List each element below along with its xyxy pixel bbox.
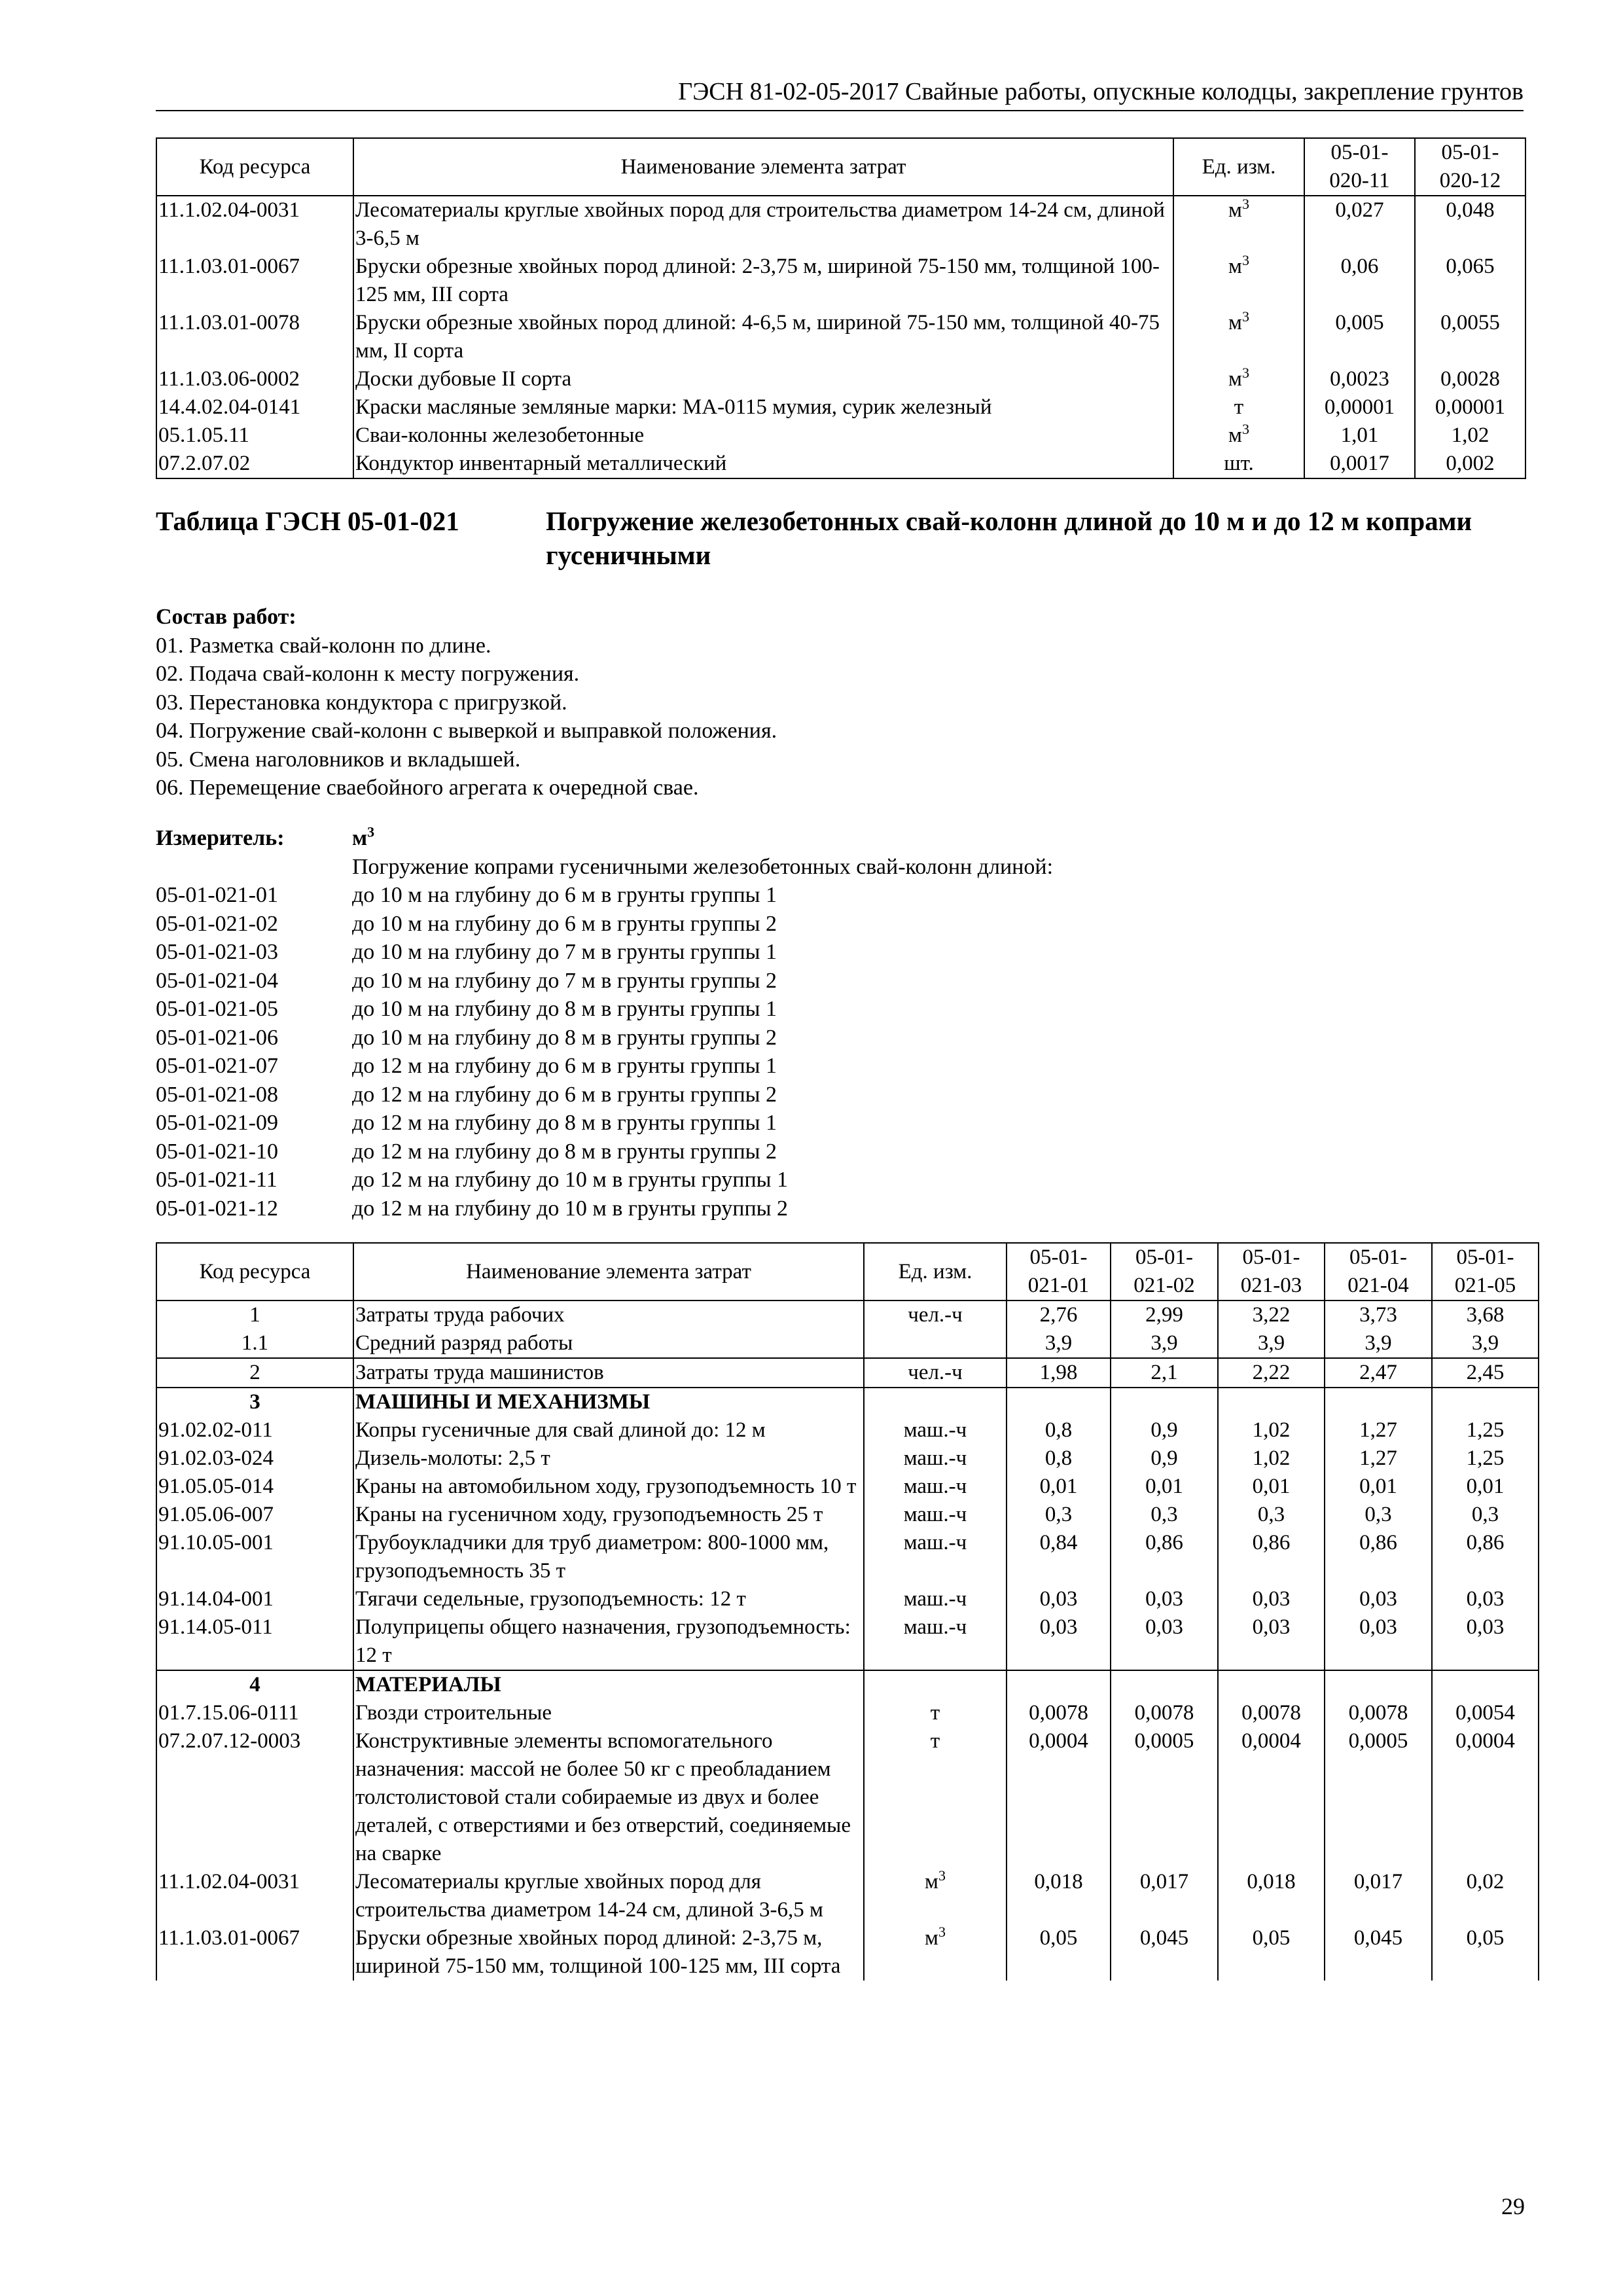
unit-text: т (930, 1729, 940, 1753)
resource-code: 91.02.02-011 (156, 1416, 353, 1444)
norm-description: до 10 м на глубину до 8 м в грунты группы 2 (352, 1025, 777, 1050)
norm-value: 0,02 (1432, 1868, 1539, 1924)
norm-value: 3,9 (1325, 1329, 1432, 1358)
norm-value: 1,02 (1218, 1444, 1325, 1473)
unit-cell (864, 1613, 1007, 1670)
norm-value: 0,0078 (1007, 1699, 1111, 1727)
unit-cell (864, 1444, 1007, 1473)
unit-text: маш.-ч (903, 1531, 967, 1554)
norm-value (1111, 1388, 1218, 1416)
work-composition-heading: Состав работ: (156, 605, 296, 629)
table-row (156, 393, 1525, 422)
norm-value: 0,05 (1007, 1924, 1111, 1981)
table-row (156, 1473, 1539, 1501)
unit-text: маш.-ч (903, 1503, 967, 1526)
resource-name: Сваи-колонны железобетонные (353, 422, 1173, 450)
norm-value: 0,01 (1432, 1473, 1539, 1501)
norm-value (1007, 1388, 1111, 1416)
norm-value: 0,0005 (1111, 1727, 1218, 1868)
norm-value: 0,045 (1111, 1924, 1218, 1981)
col-header-norm: 05-01- 020-11 (1304, 138, 1415, 196)
norm-value: 0,0004 (1432, 1727, 1539, 1868)
norm-value: 0,0078 (1325, 1699, 1432, 1727)
unit-cell (864, 1868, 1007, 1924)
unit-cell (864, 1501, 1007, 1529)
resource-name: Конструктивные элементы вспомогательного назначения: массой не более 50 кг с преобладанием толстолистовой стали собираемые из двух и более деталей, с отверстиями и без отверстий, соединяемые на сварке (353, 1727, 864, 1868)
unit-text: т (930, 1701, 940, 1725)
unit-cell (864, 1388, 1007, 1416)
norm-value: 0,03 (1432, 1613, 1539, 1670)
norm-description: до 12 м на глубину до 6 м в грунты группы 2 (352, 1082, 777, 1107)
table-row (156, 1329, 1539, 1358)
resource-code: 91.14.04-001 (156, 1585, 353, 1613)
norm-value: 1,02 (1218, 1416, 1325, 1444)
table-row (156, 1670, 1539, 1699)
table-row (156, 1416, 1539, 1444)
col-header-norm: 05-01- 021-01 (1007, 1243, 1111, 1300)
work-step: 02. Подача свай-колонн к месту погружения. (156, 662, 580, 686)
work-composition (156, 603, 777, 802)
resource-code: 91.05.05-014 (156, 1473, 353, 1501)
work-step: 05. Смена наголовников и вкладышей. (156, 747, 521, 772)
resource-name: Бруски обрезные хвойных пород длиной: 2-3,75 м, шириной 75-150 мм, толщиной 100-125 мм, III сорта (353, 253, 1173, 309)
norm-value: 0,86 (1325, 1529, 1432, 1585)
norm-value (1432, 1388, 1539, 1416)
norm-value: 0,01 (1218, 1473, 1325, 1501)
norm-code: 05-01-021-09 (156, 1111, 278, 1135)
table-row (156, 1924, 1539, 1981)
table-row (156, 1529, 1539, 1585)
resource-code: 1.1 (156, 1329, 353, 1358)
resource-name: Краны на гусеничном ходу, грузоподъемность 25 т (353, 1501, 864, 1529)
col-header-norm: 05-01- 021-02 (1111, 1243, 1218, 1300)
norm-value: 0,3 (1007, 1501, 1111, 1529)
resource-name: Краски масляные земляные марки: МА-0115 мумия, сурик железный (353, 393, 1173, 422)
table-row (156, 365, 1525, 393)
norm-code: 05-01-021-04 (156, 968, 278, 993)
norm-value: 3,9 (1111, 1329, 1218, 1358)
norm-value: 1,27 (1325, 1416, 1432, 1444)
norm-value: 0,3 (1218, 1501, 1325, 1529)
norm-code: 05-01-021-08 (156, 1082, 278, 1107)
unit-cell (864, 1329, 1007, 1358)
norm-value: 2,76 (1007, 1300, 1111, 1329)
unit-exponent: 3 (1241, 365, 1249, 381)
unit-cell (1173, 393, 1304, 422)
resource-name: Доски дубовые II сорта (353, 365, 1173, 393)
unit-cell (864, 1670, 1007, 1699)
norm-item (156, 910, 1525, 939)
col-header-norm: 05-01- 021-03 (1218, 1243, 1325, 1300)
norm-value: 0,01 (1325, 1473, 1432, 1501)
unit-cell (864, 1529, 1007, 1585)
resource-name: Тягачи седельные, грузоподъемность: 12 т (353, 1585, 864, 1613)
norm-description: до 12 м на глубину до 8 м в грунты группы 1 (352, 1111, 777, 1135)
unit-text: т (1234, 395, 1244, 419)
norm-item (156, 1052, 1525, 1081)
norm-description: до 10 м на глубину до 7 м в грунты группы 2 (352, 968, 777, 993)
norm-code: 05-01-021-06 (156, 1025, 278, 1050)
unit-text: м (1228, 311, 1242, 334)
table-number: Таблица ГЭСН 05-01-021 (156, 506, 459, 536)
norm-item (156, 1024, 1525, 1052)
norm-value: 0,9 (1111, 1416, 1218, 1444)
resource-name: Бруски обрезные хвойных пород длиной: 4-6,5 м, шириной 75-150 мм, толщиной 40-75 мм, II сорта (353, 309, 1173, 365)
meter-intro: Погружение копрами гусеничными железобетонных свай-колонн длиной: (352, 854, 1054, 879)
meter-label: Измеритель: (156, 826, 285, 850)
norm-value: 0,3 (1111, 1501, 1218, 1529)
unit-cell (864, 1358, 1007, 1388)
col-header-name: Наименование элемента затрат (353, 1243, 864, 1300)
unit-cell (864, 1300, 1007, 1329)
table-row (156, 1613, 1539, 1670)
unit-text: маш.-ч (903, 1587, 967, 1611)
col-header-unit: Ед. изм. (864, 1243, 1007, 1300)
table-row (156, 1585, 1539, 1613)
resource-table-05-01-020 (156, 137, 1526, 479)
norm-item (156, 995, 1525, 1024)
unit-exponent: 3 (938, 1867, 946, 1884)
unit-cell (1173, 196, 1304, 253)
norm-code: 05-01-021-12 (156, 1196, 278, 1221)
col-header-code: Код ресурса (156, 1243, 353, 1300)
norm-value: 0,0004 (1218, 1727, 1325, 1868)
resource-code: 01.7.15.06-0111 (156, 1699, 353, 1727)
unit-text: маш.-ч (903, 1418, 967, 1442)
resource-name: Полуприцепы общего назначения, грузоподъемность: 12 т (353, 1613, 864, 1670)
norm-value: 0,0004 (1007, 1727, 1111, 1868)
norm-value: 0,0078 (1111, 1699, 1218, 1727)
norm-value: 0,03 (1111, 1613, 1218, 1670)
norm-value: 3,9 (1218, 1329, 1325, 1358)
resource-table-05-01-021 (156, 1242, 1539, 1981)
norm-value: 0,9 (1111, 1444, 1218, 1473)
resource-code: 91.05.06-007 (156, 1501, 353, 1529)
work-step: 04. Погружение свай-колонн с выверкой и выправкой положения. (156, 719, 777, 743)
unit-text: м (925, 1926, 938, 1950)
page-number: 29 (1501, 2193, 1525, 2219)
norm-value: 2,22 (1218, 1358, 1325, 1388)
norm-value: 3,22 (1218, 1300, 1325, 1329)
norm-value: 3,68 (1432, 1300, 1539, 1329)
col-header-norm: 05-01- 021-05 (1432, 1243, 1539, 1300)
norm-value: 1,25 (1432, 1416, 1539, 1444)
table-row (156, 1388, 1539, 1416)
unit-cell (1173, 422, 1304, 450)
norm-value: 0,03 (1325, 1585, 1432, 1613)
col-header-name: Наименование элемента затрат (353, 138, 1173, 196)
col-header-unit: Ед. изм. (1173, 138, 1304, 196)
norm-value: 2,99 (1111, 1300, 1218, 1329)
norm-item (156, 1194, 1525, 1223)
norm-item (156, 1109, 1525, 1138)
norm-value: 0,05 (1218, 1924, 1325, 1981)
running-header: ГЭСН 81-02-05-2017 Свайные работы, опускные колодцы, закрепление грунтов (156, 76, 1524, 111)
norm-code: 05-01-021-05 (156, 997, 278, 1021)
norm-value: 0,048 (1415, 196, 1525, 253)
unit-cell (1173, 253, 1304, 309)
table-row (156, 1699, 1539, 1727)
unit-cell (864, 1699, 1007, 1727)
norm-item (156, 881, 1525, 910)
unit-exponent: 3 (1241, 196, 1249, 212)
unit-cell (1173, 365, 1304, 393)
norm-value: 0,00001 (1415, 393, 1525, 422)
resource-name: Копры гусеничные для свай длиной до: 12 м (353, 1416, 864, 1444)
norm-value: 0,018 (1218, 1868, 1325, 1924)
resource-code: 91.02.03-024 (156, 1444, 353, 1473)
norm-value: 0,86 (1432, 1529, 1539, 1585)
norm-description: до 10 м на глубину до 6 м в грунты группы 2 (352, 911, 777, 936)
norm-description: до 10 м на глубину до 6 м в грунты группы 1 (352, 883, 777, 907)
work-step: 01. Разметка свай-колонн по длине. (156, 633, 491, 658)
norm-value: 2,1 (1111, 1358, 1218, 1388)
norm-value: 0,86 (1111, 1529, 1218, 1585)
norm-code: 05-01-021-07 (156, 1054, 278, 1078)
norm-value: 0,03 (1325, 1613, 1432, 1670)
table-title: Погружение железобетонных свай-колонн длиной до 10 м и до 12 м копрами гусеничными (546, 506, 1472, 570)
resource-code: 11.1.03.06-0002 (156, 365, 353, 393)
table-row (156, 196, 1525, 253)
norm-code: 05-01-021-03 (156, 940, 278, 964)
col-header-norm: 05-01- 020-12 (1415, 138, 1525, 196)
resource-code: 07.2.07.12-0003 (156, 1727, 353, 1868)
unit-cell (864, 1585, 1007, 1613)
norm-description: до 12 м на глубину до 6 м в грунты группы 1 (352, 1054, 777, 1078)
norm-description: до 12 м на глубину до 10 м в грунты группы 2 (352, 1196, 789, 1221)
norm-value: 3,9 (1007, 1329, 1111, 1358)
unit-text: маш.-ч (903, 1615, 967, 1639)
table-row (156, 1727, 1539, 1868)
resource-name: Затраты труда машинистов (353, 1358, 864, 1388)
norm-value: 0,065 (1415, 253, 1525, 309)
resource-name: Дизель-молоты: 2,5 т (353, 1444, 864, 1473)
norm-description: до 10 м на глубину до 7 м в грунты группы 1 (352, 940, 777, 964)
norm-value: 0,017 (1325, 1868, 1432, 1924)
norm-code: 05-01-021-10 (156, 1139, 278, 1164)
unit-cell (864, 1727, 1007, 1868)
unit-cell (864, 1924, 1007, 1981)
unit-text: шт. (1224, 452, 1254, 475)
norm-value: 0,8 (1007, 1444, 1111, 1473)
unit-text: м (1228, 255, 1242, 278)
table-header-row (156, 1243, 1539, 1300)
norm-value (1111, 1670, 1218, 1699)
resource-code: 11.1.03.01-0067 (156, 1924, 353, 1981)
unit-exponent: 3 (1241, 421, 1249, 437)
resource-name: Трубоукладчики для труб диаметром: 800-1000 мм, грузоподъемность 35 т (353, 1529, 864, 1585)
norm-value: 0,017 (1111, 1868, 1218, 1924)
resource-name: Бруски обрезные хвойных пород длиной: 2-3,75 м, шириной 75-150 мм, толщиной 100-125 мм, III сорта (353, 1924, 864, 1981)
norm-value (1325, 1388, 1432, 1416)
norm-value: 0,3 (1325, 1501, 1432, 1529)
resource-name: Затраты труда рабочих (353, 1300, 864, 1329)
table-row (156, 1300, 1539, 1329)
norm-value: 0,86 (1218, 1529, 1325, 1585)
unit-cell (1173, 450, 1304, 478)
resource-name: Средний разряд работы (353, 1329, 864, 1358)
norm-description: до 12 м на глубину до 10 м в грунты группы 1 (352, 1168, 789, 1192)
norm-value (1218, 1670, 1325, 1699)
norm-code: 05-01-021-02 (156, 911, 278, 936)
table-row (156, 450, 1525, 478)
resource-code: 2 (156, 1358, 353, 1388)
resource-name: МАТЕРИАЛЫ (353, 1670, 864, 1699)
norm-item (156, 938, 1525, 967)
resource-code: 91.10.05-001 (156, 1529, 353, 1585)
norm-value: 0,06 (1304, 253, 1415, 309)
norm-value (1325, 1670, 1432, 1699)
norm-value: 0,0055 (1415, 309, 1525, 365)
table-row (156, 422, 1525, 450)
norm-value: 0,018 (1007, 1868, 1111, 1924)
resource-code: 11.1.03.01-0067 (156, 253, 353, 309)
resource-code: 05.1.05.11 (156, 422, 353, 450)
norm-value: 0,005 (1304, 309, 1415, 365)
resource-code: 14.4.02.04-0141 (156, 393, 353, 422)
norm-value: 0,027 (1304, 196, 1415, 253)
resource-code: 11.1.02.04-0031 (156, 196, 353, 253)
norm-value: 0,0005 (1325, 1727, 1432, 1868)
norm-value: 0,05 (1432, 1924, 1539, 1981)
table-row (156, 1501, 1539, 1529)
norm-value: 0,03 (1111, 1585, 1218, 1613)
table-row (156, 1868, 1539, 1924)
work-step: 06. Перемещение сваебойного агрегата к очередной свае. (156, 776, 699, 800)
work-step: 03. Перестановка кондуктора с пригрузкой. (156, 690, 567, 715)
unit-cell (864, 1473, 1007, 1501)
unit-exponent: 3 (1241, 252, 1249, 268)
resource-name: Лесоматериалы круглые хвойных пород для строительства диаметром 14-24 см, длиной 3-6,5 м (353, 196, 1173, 253)
norm-item (156, 1138, 1525, 1166)
norm-value: 0,3 (1432, 1501, 1539, 1529)
unit-text: м (1228, 367, 1242, 391)
unit-cell (864, 1416, 1007, 1444)
table-row (156, 1358, 1539, 1388)
norm-value: 0,03 (1218, 1613, 1325, 1670)
norm-value: 2,47 (1325, 1358, 1432, 1388)
resource-name: Краны на автомобильном ходу, грузоподъемность 10 т (353, 1473, 864, 1501)
norm-value: 0,84 (1007, 1529, 1111, 1585)
resource-code: 11.1.03.01-0078 (156, 309, 353, 365)
table-row (156, 253, 1525, 309)
norm-description: до 12 м на глубину до 8 м в грунты группы 2 (352, 1139, 777, 1164)
resource-code: 11.1.02.04-0031 (156, 1868, 353, 1924)
norm-value: 0,0054 (1432, 1699, 1539, 1727)
norm-value: 0,03 (1432, 1585, 1539, 1613)
norm-value: 0,0078 (1218, 1699, 1325, 1727)
unit-exponent: 3 (938, 1924, 946, 1940)
unit-cell (1173, 309, 1304, 365)
norm-code: 05-01-021-01 (156, 883, 278, 907)
unit-text: чел.-ч (908, 1303, 963, 1327)
resource-code: 4 (156, 1670, 353, 1699)
resource-name: Кондуктор инвентарный металлический (353, 450, 1173, 478)
unit-text: м (1228, 198, 1242, 222)
col-header-norm: 05-01- 021-04 (1325, 1243, 1432, 1300)
unit-text: чел.-ч (908, 1361, 963, 1384)
norm-value (1218, 1388, 1325, 1416)
table-row (156, 309, 1525, 365)
norm-value (1432, 1670, 1539, 1699)
norm-item (156, 1166, 1525, 1194)
norm-description: до 10 м на глубину до 8 м в грунты группы 1 (352, 997, 777, 1021)
resource-name: Лесоматериалы круглые хвойных пород для строительства диаметром 14-24 см, длиной 3-6,5 м (353, 1868, 864, 1924)
norm-value: 0,0023 (1304, 365, 1415, 393)
unit-text: маш.-ч (903, 1475, 967, 1498)
norm-value: 0,00001 (1304, 393, 1415, 422)
norm-value: 0,01 (1111, 1473, 1218, 1501)
norm-value: 1,02 (1415, 422, 1525, 450)
norm-value: 1,27 (1325, 1444, 1432, 1473)
norm-value: 0,0017 (1304, 450, 1415, 478)
table-row (156, 1444, 1539, 1473)
norm-value: 1,98 (1007, 1358, 1111, 1388)
norm-value: 0,01 (1007, 1473, 1111, 1501)
norm-value: 0,03 (1218, 1585, 1325, 1613)
resource-code: 1 (156, 1300, 353, 1329)
resource-name: Гвозди строительные (353, 1699, 864, 1727)
meter-section (156, 824, 1525, 1223)
norm-value: 3,73 (1325, 1300, 1432, 1329)
resource-code: 91.14.05-011 (156, 1613, 353, 1670)
resource-code: 07.2.07.02 (156, 450, 353, 478)
norm-value: 0,0028 (1415, 365, 1525, 393)
norm-value: 1,01 (1304, 422, 1415, 450)
resource-name: МАШИНЫ И МЕХАНИЗМЫ (353, 1388, 864, 1416)
norm-value: 0,045 (1325, 1924, 1432, 1981)
norm-value: 1,25 (1432, 1444, 1539, 1473)
table-header-row (156, 138, 1525, 196)
resource-code: 3 (156, 1388, 353, 1416)
norm-value: 0,002 (1415, 450, 1525, 478)
col-header-code: Код ресурса (156, 138, 353, 196)
norm-item (156, 1081, 1525, 1109)
norm-value: 0,03 (1007, 1585, 1111, 1613)
norm-value (1007, 1670, 1111, 1699)
unit-text: м (925, 1870, 938, 1893)
norm-value: 3,9 (1432, 1329, 1539, 1358)
norm-item (156, 967, 1525, 996)
unit-text: м (1228, 423, 1242, 447)
unit-exponent: 3 (1241, 308, 1249, 325)
meter-unit: $м^3$ (352, 823, 375, 850)
norm-value: 2,45 (1432, 1358, 1539, 1388)
norm-code: 05-01-021-11 (156, 1168, 277, 1192)
norm-value: 0,8 (1007, 1416, 1111, 1444)
norm-value: 0,03 (1007, 1613, 1111, 1670)
unit-text: маш.-ч (903, 1446, 967, 1470)
